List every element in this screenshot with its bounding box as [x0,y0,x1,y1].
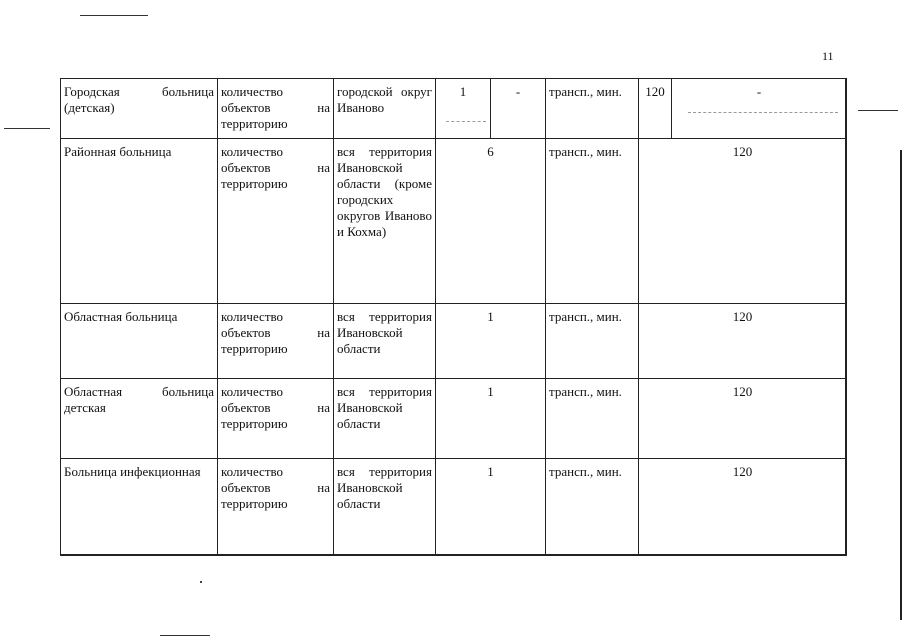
travel-time: 120 [639,304,847,379]
facility-name: Областная больница [61,304,218,379]
scan-artifact-line [80,15,148,16]
scan-artifact-dot [200,581,202,583]
indicator: количество объектов на территорию [218,379,334,459]
territory: вся территория Ивановской области [334,459,436,556]
travel-time: 120 [639,379,847,459]
facility-count: 6 [436,139,546,304]
travel-time: 120 [639,139,847,304]
page-number: 11 [822,49,834,63]
travel-time: 120 [639,79,672,139]
unit: трансп., мин. [546,79,639,139]
facility-name: Городская больница (детская) [61,79,218,139]
territory: вся территория Ивановской области [334,304,436,379]
territory: городской округ Иваново [334,79,436,139]
facility-name: Больница инфекционная [61,459,218,556]
facility-count: 1 [436,379,546,459]
table-border [60,78,846,555]
travel-time-extra: - [672,79,847,139]
travel-time: 120 [639,459,847,556]
scan-artifact-line [4,128,50,129]
unit: трансп., мин. [546,459,639,556]
indicator: количество объектов на территорию [218,304,334,379]
territory: вся территория Ивановской области (кроме городских округов Иваново и Кохма) [334,139,436,304]
unit: трансп., мин. [546,304,639,379]
scan-artifact-line [858,110,898,111]
facility-count-extra: - [491,79,546,139]
facility-count: 1 [436,459,546,556]
territory: вся территория Ивановской области [334,379,436,459]
scan-artifact-line [160,635,210,636]
indicator: количество объектов на территорию [218,459,334,556]
facility-name: Районная больница [61,139,218,304]
facility-name: Областная больница детская [61,379,218,459]
facility-count: 1 [436,79,491,139]
scan-artifact-edge [900,150,902,620]
facility-count: 1 [436,304,546,379]
indicator: количество объектов на территорию [218,79,334,139]
unit: трансп., мин. [546,379,639,459]
unit: трансп., мин. [546,139,639,304]
indicator: количество объектов на территорию [218,139,334,304]
